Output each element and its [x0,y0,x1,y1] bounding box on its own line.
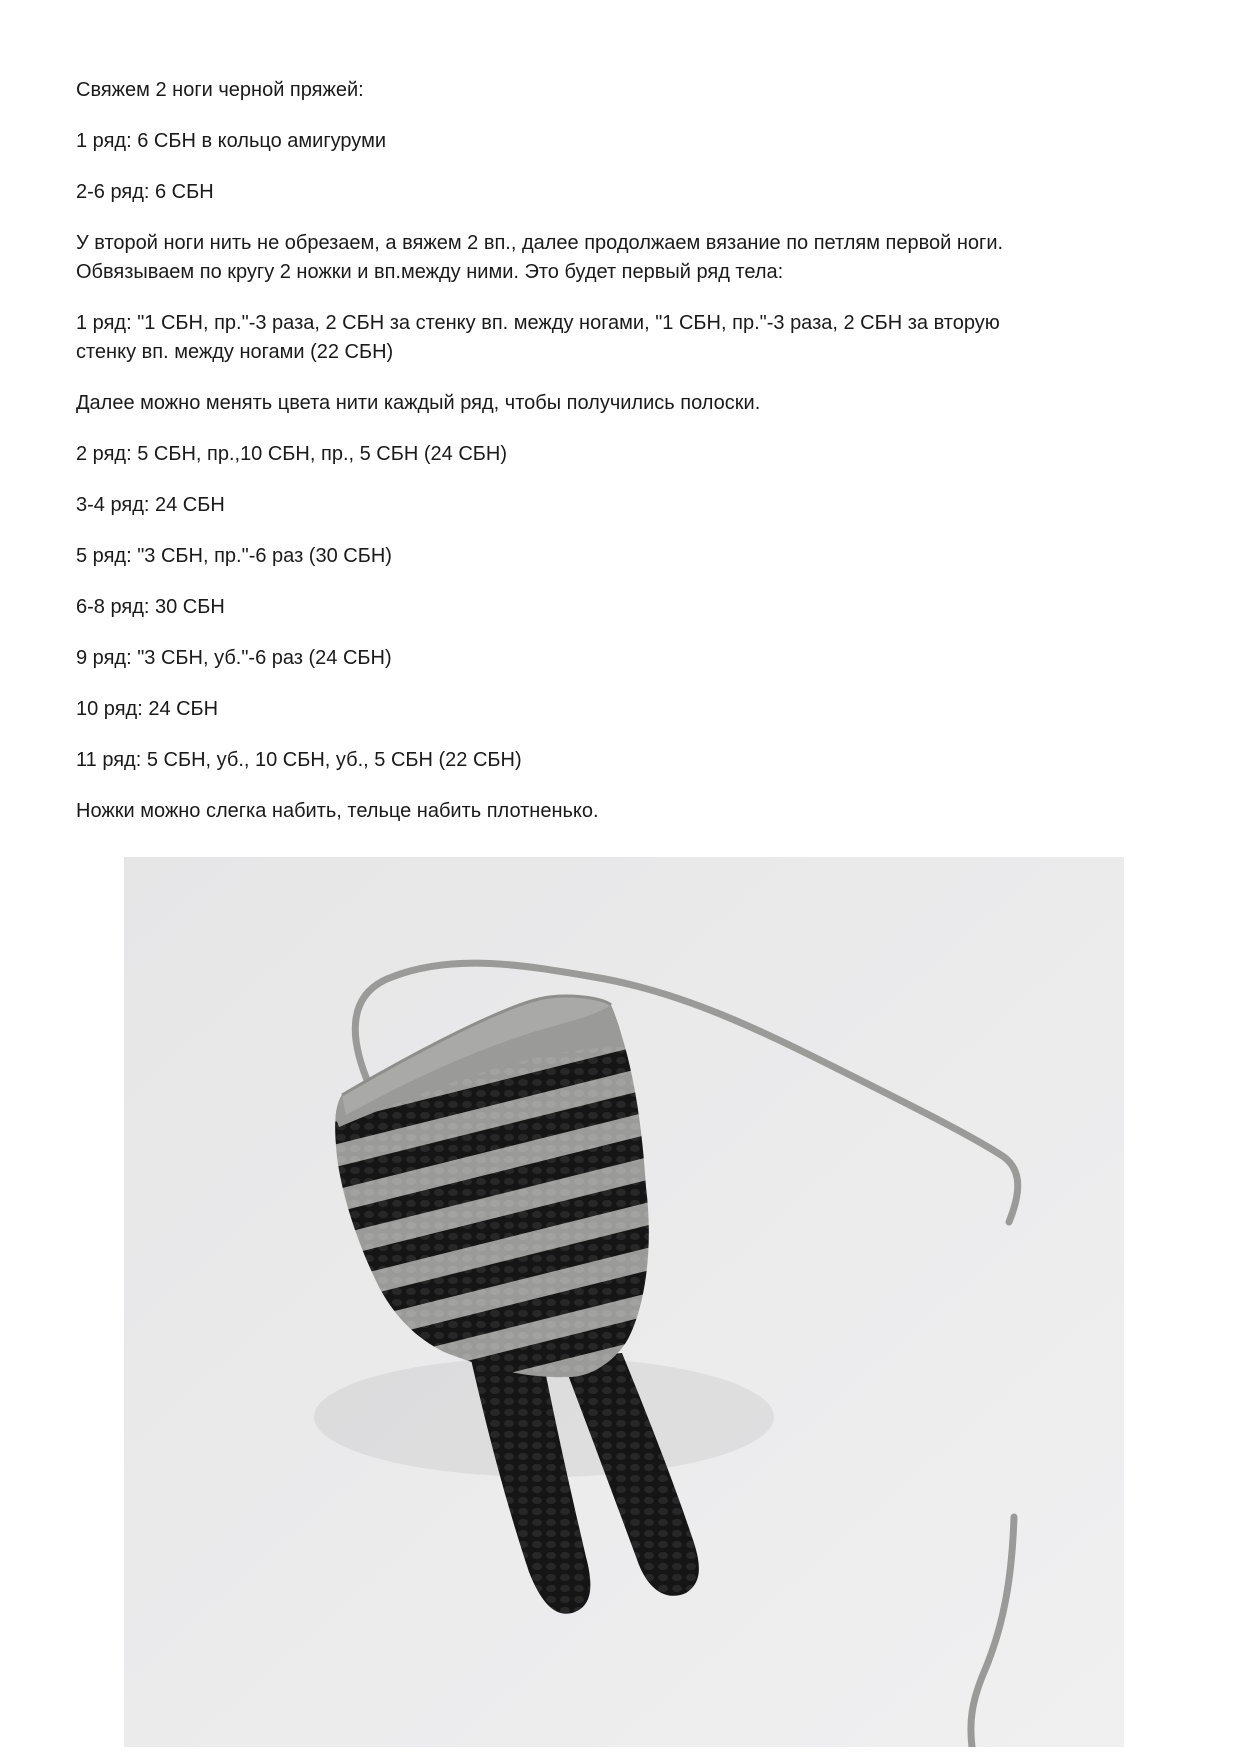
paragraph-stripes-note [76,389,1176,418]
text-line: 3-4 ряд: 24 СБН [76,494,225,516]
paragraph-body-rows-3-4 [76,491,1176,520]
text-line: 9 ряд: "3 СБН, уб."-6 раз (24 СБН) [76,647,392,669]
text-line: Далее можно менять цвета нити каждый ряд, чтобы получились полоски. [76,392,761,414]
text-line: 2-6 ряд: 6 СБН [76,181,214,203]
text-line: 6-8 ряд: 30 СБН [76,596,225,618]
text-line: 5 ряд: "3 СБН, пр."-6 раз (30 СБН) [76,545,392,567]
text-line: Ножки можно слегка набить, тельце набить плотненько. [76,800,599,822]
text-line: 1 ряд: "1 СБН, пр."-3 раза, 2 СБН за стенку вп. между ногами, "1 СБН, пр."-3 раза, 2 СБН за вторую [76,312,1000,334]
paragraph-body-row-2 [76,440,1176,469]
text-line: стенку вп. между ногами (22 СБН) [76,341,394,363]
paragraph-intro [76,76,1176,105]
paragraph-stuffing-note [76,797,1176,826]
text-line: 2 ряд: 5 СБН, пр.,10 СБН, пр., 5 СБН (24 СБН) [76,443,507,465]
text-line: Обвязываем по кругу 2 ножки и вп.между ними. Это будет первый ряд тела: [76,261,784,283]
paragraph-body-row-5 [76,542,1176,571]
paragraph-leg-row-1 [76,127,1176,156]
paragraph-body-row-10 [76,695,1176,724]
text-line: У второй ноги нить не обрезаем, а вяжем 2 вп., далее продолжаем вязание по петлям первой ноги. [76,232,1004,254]
text-line: 11 ряд: 5 СБН, уб., 10 СБН, уб., 5 СБН (22 СБН) [76,749,522,771]
text-line: Свяжем 2 ноги черной пряжей: [76,79,364,101]
pattern-text [76,76,1176,848]
paragraph-body-rows-6-8 [76,593,1176,622]
paragraph-leg-rows-2-6 [76,178,1176,207]
crochet-photo [124,857,1124,1747]
text-line: 1 ряд: 6 СБН в кольцо амигуруми [76,130,386,152]
paragraph-body-row-11 [76,746,1176,775]
paragraph-body-row-9 [76,644,1176,673]
crochet-body-illustration [124,857,1124,1747]
text-line: 10 ряд: 24 СБН [76,698,219,720]
paragraph-body-row-1 [76,309,1176,367]
paragraph-join-legs [76,229,1176,287]
